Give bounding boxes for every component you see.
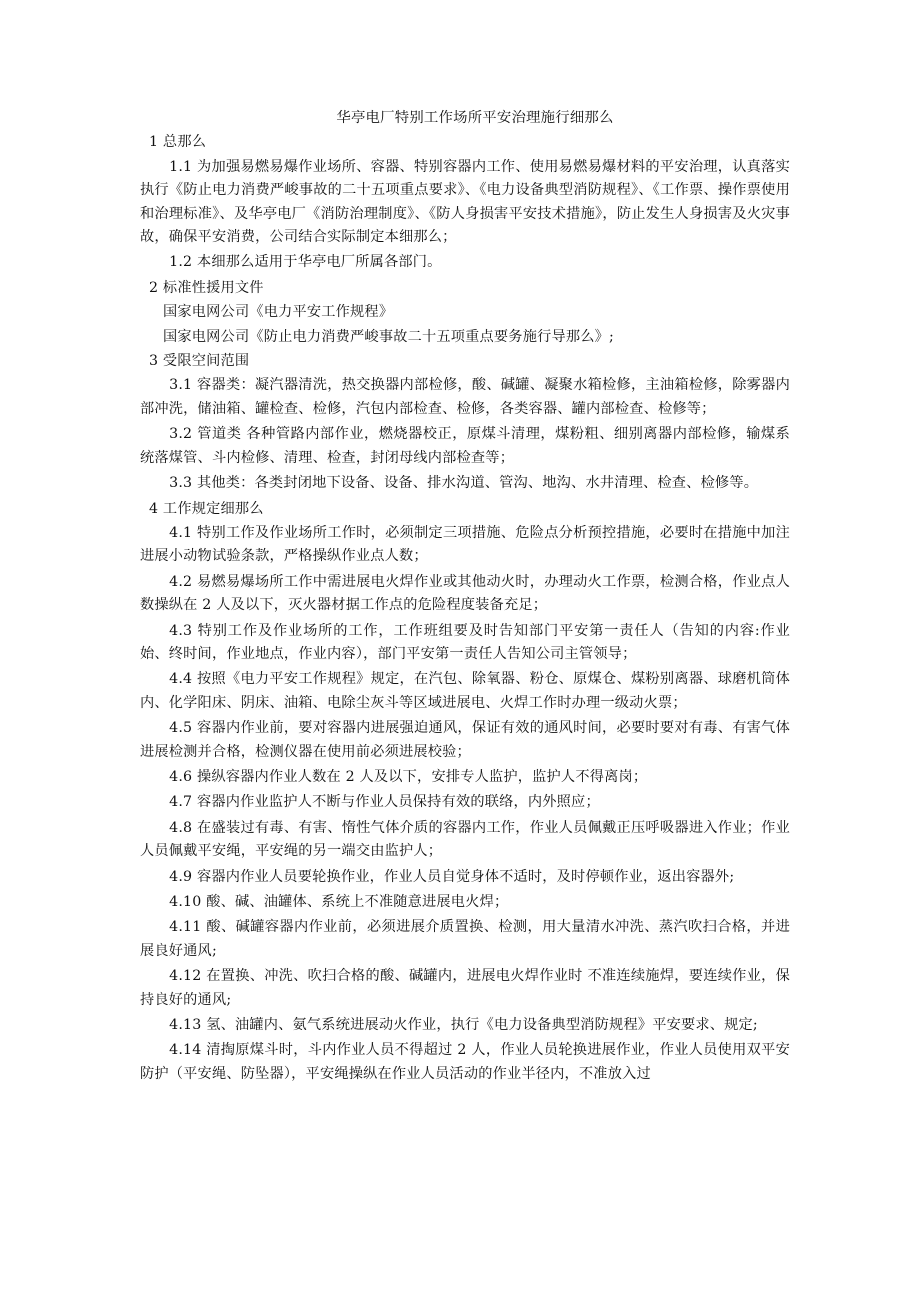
section-3-heading: 3 受限空间范围 xyxy=(149,353,250,370)
section-1-heading: 1 总那么 xyxy=(149,134,207,151)
clause-1-2: 1.2 本细那么适用于华亭电厂所属各部门。 xyxy=(169,254,442,271)
reference-2: 国家电网公司《防止电力消费严峻事故二十五项重点要务施行导那么》; xyxy=(163,328,614,345)
clause-3-3: 3.3 其他类：各类封闭地下设备、设备、排水沟道、管沟、地沟、水井清理、检查、检修等。 xyxy=(169,475,759,492)
clause-4-1: 4.1 特别工作及作业场所工作时，必须制定三项措施、危险点分析预控措施，必要时在措施中加注进展小动物试验条款，严格操纵作业点人数； xyxy=(140,524,790,565)
section-2-heading: 2 标准性援用文件 xyxy=(149,279,264,296)
document-title: 华亭电厂特别工作场所平安治理施行细那么 xyxy=(336,110,614,126)
clause-4-9: 4.9 容器内作业人员要轮换作业，作业人员自觉身体不适时，及时停顿作业，返出容器外; xyxy=(169,868,735,885)
clause-4-2: 4.2 易燃易爆场所工作中需进展电火焊作业或其他动火时，办理动火工作票，检测合格，作业点人数操纵在 2 人及以下，灭火器材据工作点的危险程度装备充足； xyxy=(140,573,790,614)
clause-4-11: 4.11 酸、碱罐容器内作业前，必须进展介质置换、检测，用大量清水冲洗、蒸汽吹扫合格，并进展良好通风; xyxy=(140,919,790,959)
clause-4-7: 4.7 容器内作业监护人不断与作业人员保持有效的联络，内外照应； xyxy=(169,794,600,811)
clause-4-10: 4.10 酸、碱、油罐体、系统上不准随意进展电火焊； xyxy=(169,894,509,910)
section-4-heading: 4 工作规定细那么 xyxy=(149,500,264,517)
clause-4-3: 4.3 特别工作及作业场所的工作，工作班组要及时告知部门平安第一责任人（告知的内容:作业始、终时间，作业地点，作业内容），部门平安第一责任人告知公司主管领导； xyxy=(140,622,790,662)
clause-4-6: 4.6 操纵容器内作业人数在 2 人及以下，安排专人监护，监护人不得离岗； xyxy=(169,768,648,785)
clause-4-12: 4.12 在置换、冲洗、吹扫合格的酸、碱罐内，进展电火焊作业时 不准连续施焊，要连续作业，保持良好的通风; xyxy=(140,968,790,1008)
clause-4-14: 4.14 清掏原煤斗时，斗内作业人员不得超过 2 人，作业人员轮换进展作业，作业人员使用双平安防护（平安绳、防坠器），平安绳操纵在作业人员活动的作业半径内，不准放入过 xyxy=(140,1042,790,1082)
document-page xyxy=(140,107,790,1088)
clause-1-1: 1.1 为加强易燃易爆作业场所、容器、特别容器内工作、使用易燃易爆材料的平安治理，认真落实执行《防止电力消费严峻事故的二十五项重点要求》、《电力设备典型消防规程》、《工作票、操作票使用和治理标准》、及华亭电厂《消防治理制度》、《防人身损害平安技术措施》，防止发生人身损害及火灾事故，确保平安消费，公司结合实际制定本细那么； xyxy=(140,158,790,246)
clause-4-4: 4.4 按照《电力平安工作规程》规定，在汽包、除氧器、粉仓、原煤仓、煤粉别离器、球磨机筒体内、化学阳床、阴床、油箱、电除尘灰斗等区域进展电、火焊工作时办理一级动火票； xyxy=(140,671,790,711)
clause-4-5: 4.5 容器内作业前，要对容器内进展强迫通风，保证有效的通风时间，必要时要对有毒、有害气体进展检测并合格，检测仪器在使用前必须进展校验； xyxy=(140,720,790,760)
clause-3-2: 3.2 管道类 各种管路内部作业，燃烧器校正，原煤斗清理，煤粉粗、细别离器内部检修，输煤系统落煤管、斗内检修、清理、检查，封闭母线内部检查等； xyxy=(140,426,790,466)
clause-4-8: 4.8 在盛装过有毒、有害、惰性气体介质的容器内工作，作业人员佩戴正压呼吸器进入作业；作业人员佩戴平安绳，平安绳的另一端交由监护人； xyxy=(140,819,790,860)
clause-3-1: 3.1 容器类：凝汽器清洗，热交换器内部检修，酸、碱罐、凝聚水箱检修，主油箱检修，除雾器内部冲洗，储油箱、罐检查、检修，汽包内部检查、检修，各类容器、罐内部检查、检修等； xyxy=(140,377,790,417)
reference-1: 国家电网公司《电力平安工作规程》 xyxy=(163,304,394,321)
clause-4-13: 4.13 氢、油罐内、氨气系统进展动火作业，执行《电力设备典型消防规程》平安要求、规定; xyxy=(169,1017,758,1034)
